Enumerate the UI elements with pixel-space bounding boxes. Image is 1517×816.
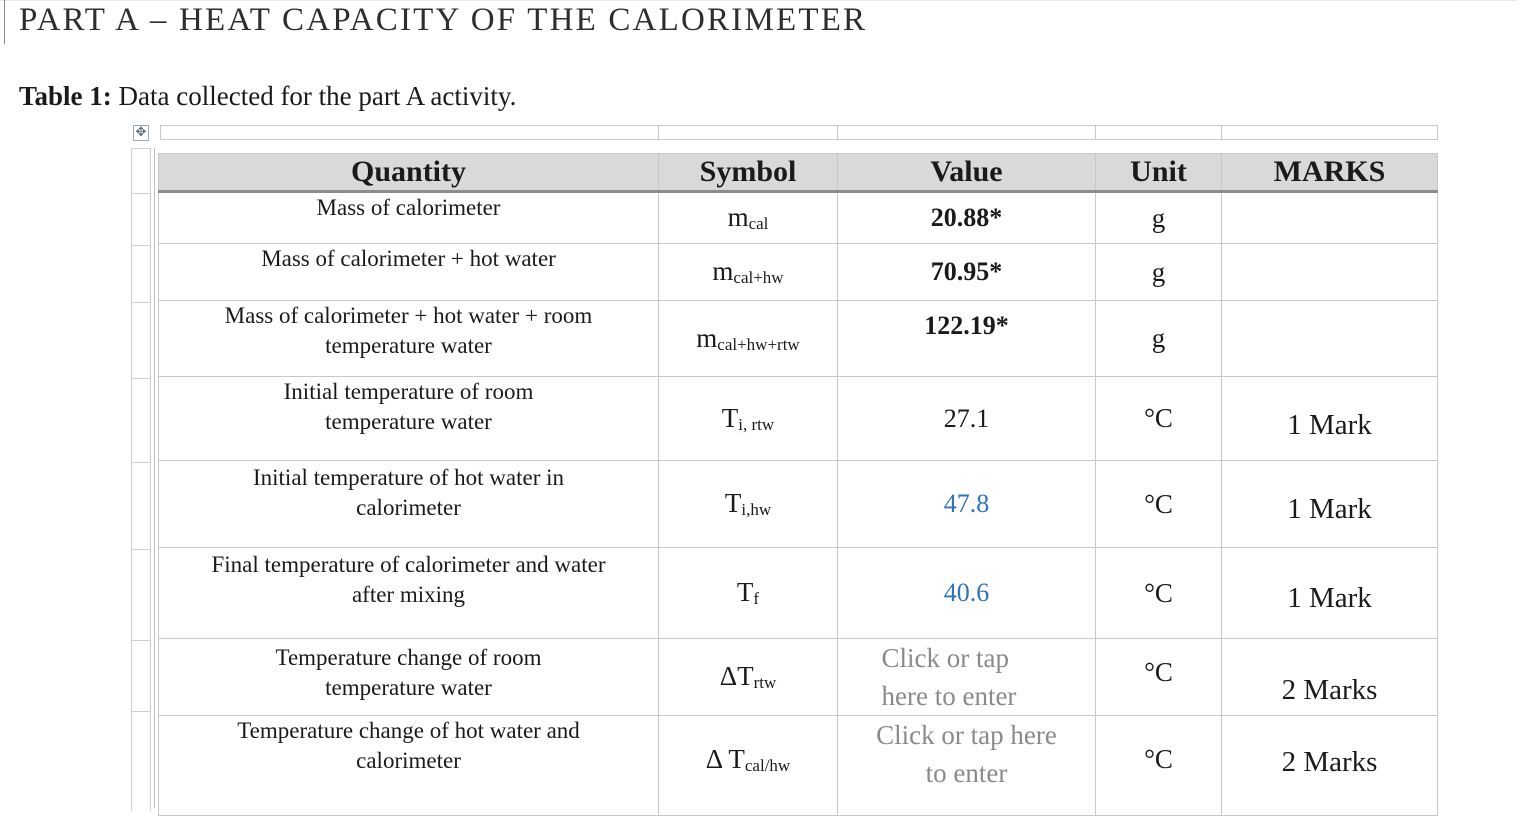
unit-cell: g [1096, 301, 1222, 377]
symbol-subscript: i,hw [741, 500, 772, 519]
header-unit: Unit [1096, 154, 1222, 192]
symbol-main: ΔT [719, 661, 754, 691]
unit-cell: g [1096, 192, 1222, 244]
symbol-main: m [696, 322, 718, 353]
page-top-edge [0, 0, 1517, 1]
unit-cell: °C [1096, 377, 1222, 461]
quantity-cell: Mass of calorimeter + hot water + room temperature water [159, 301, 659, 377]
value-placeholder[interactable]: Click or tap here to enter [881, 643, 1017, 711]
table-row [159, 377, 1438, 461]
table-row [159, 461, 1438, 548]
row-selection-gutter[interactable] [131, 148, 151, 808]
value-cell[interactable]: 20.88* [838, 192, 1096, 244]
symbol-cell [659, 377, 838, 461]
value-cell[interactable]: 27.1 [838, 377, 1096, 461]
value-cell[interactable]: 40.6 [838, 548, 1096, 639]
marks-cell [1222, 192, 1438, 244]
symbol-main: m [727, 202, 749, 232]
symbol-main: Δ T [705, 744, 745, 774]
value-placeholder[interactable]: Click or tap here to enter [876, 720, 1057, 788]
data-table [158, 153, 1438, 816]
header-marks: MARKS [1222, 154, 1438, 192]
symbol-subscript: i, rtw [738, 414, 775, 434]
ghost-row-cell [658, 125, 838, 140]
table-row [159, 639, 1438, 716]
symbol-subscript: cal/hw [744, 756, 791, 775]
symbol-cell [659, 639, 838, 716]
quantity-cell: Initial temperature of room temperature water [159, 377, 659, 461]
section-heading: PART A – HEAT CAPACITY OF THE CALORIMETER [19, 2, 868, 38]
quantity-cell: Temperature change of hot water and calorimeter [159, 716, 659, 816]
marks-cell: 1 Mark [1222, 548, 1438, 639]
ghost-row-cell [837, 125, 1096, 140]
marks-cell: 2 Marks [1222, 716, 1438, 816]
unit-cell: °C [1096, 639, 1222, 716]
symbol-subscript: rtw [753, 673, 777, 692]
marks-cell: 2 Marks [1222, 639, 1438, 716]
symbol-subscript: cal+hw+rtw [717, 334, 800, 354]
ghost-row-cell [1095, 125, 1222, 140]
symbol-subscript: cal [748, 214, 769, 233]
table-header-row [159, 154, 1438, 192]
value-cell[interactable]: 47.8 [838, 461, 1096, 548]
symbol-main: T [721, 402, 739, 433]
value-cell[interactable]: 122.19* [838, 301, 1096, 377]
text-cursor-bar [4, 0, 5, 44]
marks-cell [1222, 244, 1438, 301]
marks-cell: 1 Mark [1222, 461, 1438, 548]
unit-cell: °C [1096, 548, 1222, 639]
symbol-subscript: cal+hw [733, 268, 784, 287]
symbol-main: m [712, 256, 734, 286]
quantity-cell: Mass of calorimeter + hot water [159, 244, 659, 301]
symbol-cell [659, 716, 838, 816]
unit-cell: °C [1096, 716, 1222, 816]
symbol-subscript: f [753, 589, 760, 608]
marks-cell: 1 Mark [1222, 377, 1438, 461]
table-row [159, 244, 1438, 301]
table-row [159, 716, 1438, 816]
quantity-cell: Mass of calorimeter [159, 192, 659, 244]
header-quantity: Quantity [159, 154, 659, 192]
ghost-row-cell [1221, 125, 1438, 140]
move-arrows-icon[interactable]: ✥ [133, 125, 149, 141]
unit-cell: g [1096, 244, 1222, 301]
caption-text: Data collected for the part A activity. [118, 81, 517, 111]
table-caption [19, 81, 516, 112]
table-row [159, 192, 1438, 244]
table-row [159, 548, 1438, 639]
marks-cell [1222, 301, 1438, 377]
ghost-row-cell [160, 125, 659, 140]
table-row [159, 301, 1438, 377]
caption-label: Table 1: [19, 81, 112, 111]
symbol-cell [659, 548, 838, 639]
value-placeholder-cell[interactable] [838, 639, 1096, 716]
symbol-main: T [736, 577, 754, 607]
value-cell[interactable]: 70.95* [838, 244, 1096, 301]
unit-cell: °C [1096, 461, 1222, 548]
header-value: Value [838, 154, 1096, 192]
symbol-cell [659, 301, 838, 377]
quantity-cell: Initial temperature of hot water in calorimeter [159, 461, 659, 548]
quantity-cell: Final temperature of calorimeter and water after mixing [159, 548, 659, 639]
symbol-cell [659, 192, 838, 244]
symbol-cell [659, 461, 838, 548]
value-placeholder-cell[interactable] [838, 716, 1096, 816]
symbol-main: T [724, 488, 742, 518]
gutter-line [154, 148, 155, 808]
symbol-cell [659, 244, 838, 301]
quantity-cell: Temperature change of room temperature water [159, 639, 659, 716]
header-symbol: Symbol [659, 154, 838, 192]
